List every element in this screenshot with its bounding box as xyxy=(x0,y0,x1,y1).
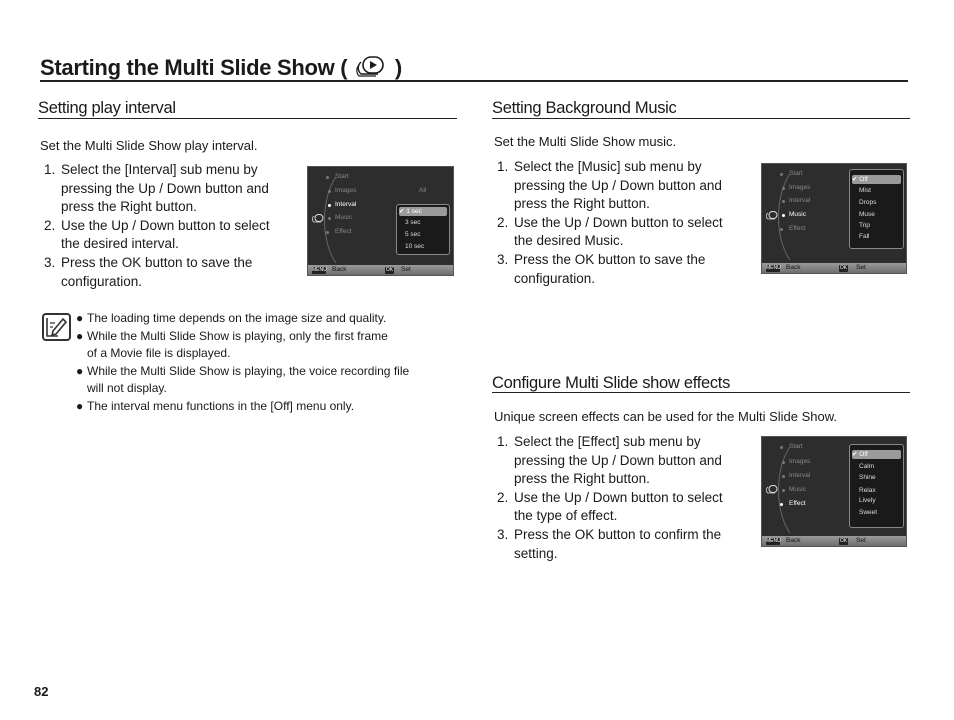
check-icon: ✔ xyxy=(852,451,858,458)
menu-item-start: Start xyxy=(789,170,803,177)
music-heading: Setting Background Music xyxy=(492,99,677,117)
option-item[interactable]: Fall xyxy=(859,233,870,240)
set-label: Set xyxy=(856,264,866,271)
step-item: 3. Press the OK button to save the configuration. xyxy=(44,254,253,289)
screen-footer-bar xyxy=(762,263,906,273)
menu-item-effect: Effect xyxy=(789,225,806,232)
page-number: 82 xyxy=(34,684,49,699)
menu-item-start: Start xyxy=(789,443,803,450)
slideshow-mode-icon xyxy=(766,485,778,494)
menu-item-music: Music xyxy=(789,486,806,493)
step-item: 2. Use the Up / Down button to select the desired interval. xyxy=(44,217,270,252)
option-item[interactable]: Shine xyxy=(859,474,876,481)
step-item: 2. Use the Up / Down button to select the type of effect. xyxy=(497,489,723,524)
note-item: ● The loading time depends on the image size and quality. xyxy=(76,311,387,325)
option-item[interactable]: Calm xyxy=(859,463,875,470)
option-item[interactable]: Lively xyxy=(859,497,876,504)
back-label: Back xyxy=(786,537,801,544)
check-icon: ✔ xyxy=(399,208,405,215)
page-title-end: ) xyxy=(394,55,402,80)
option-item[interactable]: 5 sec xyxy=(405,231,421,238)
ok-key-icon: OK xyxy=(839,537,848,544)
note-item: ● While the Multi Slide Show is playing, only the first frame of a Movie file is displayed. xyxy=(76,328,388,360)
camera-screen-music xyxy=(761,163,907,274)
menu-item-interval: Interval xyxy=(335,201,357,208)
back-label: Back xyxy=(786,264,801,271)
menu-item-effect: Effect xyxy=(789,500,806,507)
set-label: Set xyxy=(401,266,411,273)
option-item[interactable]: Mist xyxy=(859,187,871,194)
ok-key-icon: OK xyxy=(385,266,394,273)
note-item: ● The interval menu functions in the [Off] menu only. xyxy=(76,398,355,413)
menu-item-start: Start xyxy=(335,173,349,180)
interval-heading: Setting play interval xyxy=(38,99,176,117)
slideshow-mode-icon xyxy=(766,211,778,220)
menu-item-interval: Interval xyxy=(789,197,811,204)
interval-intro: Set the Multi Slide Show play interval. xyxy=(40,138,258,153)
check-icon: ✔ xyxy=(852,176,858,183)
step-item: 3. Press the OK button to save the configuration. xyxy=(497,251,706,286)
camera-screen-effect xyxy=(761,436,907,547)
option-item[interactable]: Drops xyxy=(859,199,877,206)
option-item[interactable]: Relax xyxy=(859,487,876,494)
effect-options-popup xyxy=(849,444,904,528)
note-icon xyxy=(42,313,71,341)
option-item[interactable]: 10 sec xyxy=(405,243,425,250)
menu-item-images: Images xyxy=(335,187,357,194)
option-item[interactable]: 3 sec xyxy=(405,219,421,226)
step-item: 1. Select the [Music] sub menu by pressing the Up / Down button and press the Right button. xyxy=(497,159,722,212)
option-item[interactable]: Trip xyxy=(859,222,870,229)
effect-heading: Configure Multi Slide show effects xyxy=(492,374,731,392)
step-item: 1. Select the [Effect] sub menu by pressing the Up / Down button and press the Right button. xyxy=(497,434,722,487)
menu-item-music: Music xyxy=(789,211,806,218)
images-value: All xyxy=(419,187,427,194)
music-heading-rule xyxy=(492,118,910,119)
effect-heading-rule xyxy=(492,392,910,393)
step-item: 2. Use the Up / Down button to select the desired Music. xyxy=(497,214,723,249)
option-selected[interactable]: ✔ Off xyxy=(852,450,901,459)
menu-key-icon: MENU xyxy=(766,537,781,544)
music-steps xyxy=(497,158,747,288)
option-selected[interactable]: ✔ Off xyxy=(852,175,901,184)
menu-key-icon: MENU xyxy=(312,266,327,273)
page-title-text: Starting the Multi Slide Show ( xyxy=(40,55,348,80)
menu-item-interval: Interval xyxy=(789,472,811,479)
screen-footer-bar xyxy=(308,265,453,275)
menu-arc xyxy=(324,166,384,275)
effect-intro: Unique screen effects can be used for the Multi Slide Show. xyxy=(494,409,838,424)
title-rule xyxy=(40,80,908,82)
menu-arc xyxy=(778,163,838,272)
ok-key-icon: OK xyxy=(839,264,848,271)
menu-item-effect: Effect xyxy=(335,228,352,235)
option-item[interactable]: Sweet xyxy=(859,509,878,516)
notes-list xyxy=(76,310,456,415)
menu-arc xyxy=(778,436,838,545)
interval-steps xyxy=(44,161,294,291)
effect-steps xyxy=(497,433,747,563)
step-item: 1. Select the [Interval] sub menu by pressing the Up / Down button and press the Right button. xyxy=(44,162,269,215)
set-label: Set xyxy=(856,537,866,544)
step-item: 3. Press the OK button to confirm the setting. xyxy=(497,526,722,561)
interval-options-popup xyxy=(396,204,450,255)
slideshow-mode-icon xyxy=(312,214,324,223)
menu-item-images: Images xyxy=(789,458,811,465)
option-item[interactable]: Muse xyxy=(859,211,875,218)
menu-key-icon: MENU xyxy=(766,264,781,271)
interval-heading-rule xyxy=(38,118,457,119)
camera-screen-interval xyxy=(307,166,454,276)
screen-footer-bar xyxy=(762,536,906,546)
note-item: ● While the Multi Slide Show is playing, the voice recording file will not display. xyxy=(76,363,410,395)
menu-item-images: Images xyxy=(789,184,811,191)
menu-item-music: Music xyxy=(335,214,352,221)
option-selected[interactable]: ✔ 1 sec xyxy=(399,207,447,216)
back-label: Back xyxy=(332,266,347,273)
music-options-popup xyxy=(849,169,904,249)
music-intro: Set the Multi Slide Show music. xyxy=(494,134,677,149)
